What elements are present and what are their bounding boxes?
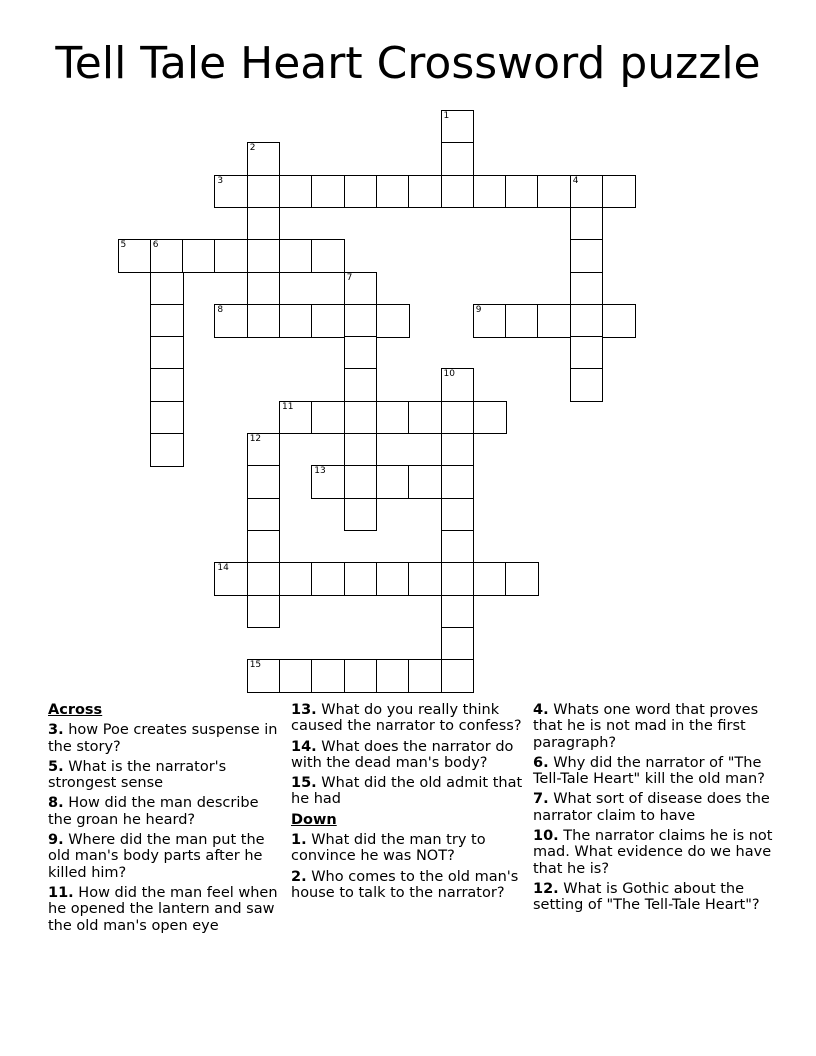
grid-cell[interactable] (150, 401, 184, 435)
grid-cell[interactable] (570, 175, 604, 209)
grid-cell[interactable] (344, 175, 378, 209)
grid-cell[interactable] (247, 498, 281, 532)
clue-across-3: 3. how Poe creates suspense in the story? (48, 722, 278, 755)
clue-down-2: 2. Who comes to the old man's house to talk to the narrator? (291, 868, 519, 901)
grid-cell[interactable] (441, 175, 475, 209)
clue-down-10: 10. The narrator claims he is not mad. What evidence do we have that he is? (533, 828, 773, 877)
clue-number-label: 12 (249, 434, 262, 444)
grid-cell[interactable] (376, 659, 410, 693)
clue-column-2 (291, 702, 523, 905)
grid-cell[interactable] (214, 239, 248, 273)
grid-cell[interactable] (441, 465, 475, 499)
grid-cell[interactable] (279, 562, 313, 596)
grid-cell[interactable] (150, 272, 184, 306)
grid-cell[interactable] (473, 304, 507, 338)
grid-cell[interactable] (247, 595, 281, 629)
clue-number-label: 11 (282, 401, 294, 412)
grid-cell[interactable] (279, 401, 313, 435)
clue-across-11: 11. How did the man feel when he opened the lantern and saw the old man's open eye (48, 884, 278, 934)
grid-cell[interactable] (570, 368, 604, 402)
clue-number-label: 2 (249, 143, 256, 154)
grid-cell[interactable] (311, 304, 345, 338)
clue-across-14: 14. What does the narrator do with the dead man's body? (291, 738, 514, 771)
grid-cell[interactable] (473, 562, 507, 596)
grid-cell[interactable] (214, 562, 248, 596)
grid-cell[interactable] (344, 401, 378, 435)
grid-cell[interactable] (441, 498, 475, 532)
grid-cell[interactable] (602, 175, 636, 209)
grid-cell[interactable] (570, 304, 604, 338)
grid-cell[interactable] (311, 562, 345, 596)
clue-down-6: 6. Why did the narrator of "The Tell-Tale Heart" kill the old man? (533, 754, 765, 788)
clue-number-label: 15 (249, 660, 262, 671)
grid-cell[interactable] (441, 595, 475, 629)
grid-cell[interactable] (441, 433, 475, 467)
clue-down-7: 7. What sort of disease does the narrator claim to have (533, 791, 770, 824)
clue-across-9: 9. Where did the man put the old man's body parts after he killed him? (48, 832, 265, 881)
grid-cell[interactable] (247, 142, 281, 176)
grid-cell[interactable] (311, 401, 345, 435)
grid-cell[interactable] (505, 175, 539, 209)
down-heading: Down (291, 811, 337, 828)
grid-cell[interactable] (344, 562, 378, 596)
grid-cell[interactable] (408, 401, 442, 435)
clue-number-label: 7 (346, 272, 353, 283)
clue-number-label: 3 (217, 175, 224, 186)
grid-cell[interactable] (247, 304, 281, 338)
grid-cell[interactable] (441, 401, 475, 435)
grid-cell[interactable] (441, 110, 475, 144)
grid-cell[interactable] (247, 272, 281, 306)
grid-cell[interactable] (311, 175, 345, 209)
grid-cell[interactable] (376, 465, 410, 499)
grid-cell[interactable] (505, 304, 539, 338)
grid-cell[interactable] (247, 207, 281, 241)
clue-down-1: 1. What did the man try to convince he was NOT? (291, 832, 486, 865)
clue-number-label: 9 (475, 304, 482, 315)
clue-number-label: 4 (572, 175, 579, 186)
grid-cell[interactable] (279, 659, 313, 693)
grid-cell[interactable] (150, 368, 184, 402)
grid-cell[interactable] (182, 239, 216, 273)
grid-cell[interactable] (214, 304, 248, 338)
clue-number-label: 10 (443, 369, 455, 380)
grid-cell[interactable] (570, 239, 604, 273)
grid-cell[interactable] (344, 368, 378, 402)
grid-cell[interactable] (247, 465, 281, 499)
clue-number-label: 13 (314, 466, 326, 477)
clue-number-label: 8 (217, 304, 224, 315)
grid-cell[interactable] (505, 562, 539, 596)
grid-cell[interactable] (344, 272, 378, 306)
grid-cell[interactable] (311, 239, 345, 273)
grid-cell[interactable] (344, 433, 378, 467)
grid-cell[interactable] (408, 175, 442, 209)
grid-cell[interactable] (118, 239, 152, 273)
grid-cell[interactable] (473, 175, 507, 209)
grid-cell[interactable] (602, 304, 636, 338)
clue-across-5: 5. What is the narrator's strongest sense (48, 758, 227, 792)
clue-number-label: 14 (217, 563, 229, 574)
grid-cell[interactable] (376, 304, 410, 338)
grid-cell[interactable] (441, 627, 475, 661)
grid-cell[interactable] (570, 272, 604, 306)
grid-cell[interactable] (150, 433, 184, 467)
grid-cell[interactable] (344, 465, 378, 499)
clue-down-12: 12. What is Gothic about the setting of "The Tell-Tale Heart"? (533, 880, 760, 914)
grid-cell[interactable] (344, 659, 378, 693)
clue-number-label: 6 (152, 240, 159, 251)
clue-column-3 (533, 702, 773, 918)
grid-cell[interactable] (376, 562, 410, 596)
grid-cell[interactable] (344, 498, 378, 532)
grid-cell[interactable] (408, 465, 442, 499)
grid-cell[interactable] (441, 142, 475, 176)
grid-cell[interactable] (279, 239, 313, 273)
grid-cell[interactable] (247, 175, 281, 209)
across-heading: Across (48, 702, 103, 718)
grid-cell[interactable] (376, 401, 410, 435)
grid-cell[interactable] (279, 175, 313, 209)
grid-cell[interactable] (311, 659, 345, 693)
grid-cell[interactable] (570, 207, 604, 241)
grid-cell[interactable] (279, 304, 313, 338)
grid-cell[interactable] (247, 433, 281, 467)
grid-cell[interactable] (537, 304, 571, 338)
grid-cell[interactable] (376, 175, 410, 209)
grid-cell[interactable] (408, 659, 442, 693)
grid-cell[interactable] (247, 239, 281, 273)
clue-across-13: 13. What do you really think caused the narrator to confess? (291, 702, 522, 735)
grid-cell[interactable] (408, 562, 442, 596)
grid-cell[interactable] (441, 562, 475, 596)
clue-number-label: 5 (120, 240, 127, 251)
grid-cell[interactable] (247, 659, 281, 693)
grid-cell[interactable] (441, 530, 475, 564)
grid-cell[interactable] (441, 368, 475, 402)
grid-cell[interactable] (311, 465, 345, 499)
grid-cell[interactable] (150, 336, 184, 370)
grid-cell[interactable] (150, 304, 184, 338)
grid-cell[interactable] (344, 304, 378, 338)
grid-cell[interactable] (247, 530, 281, 564)
clue-column-1 (48, 702, 280, 938)
grid-cell[interactable] (473, 401, 507, 435)
grid-cell[interactable] (537, 175, 571, 209)
clue-across-8: 8. How did the man describe the groan he heard? (48, 795, 259, 828)
clue-down-4: 4. Whats one word that proves that he is not mad in the first paragraph? (533, 702, 759, 751)
grid-cell[interactable] (344, 336, 378, 370)
clue-across-15: 15. What did the old admit that he had (291, 775, 523, 808)
grid-cell[interactable] (214, 175, 248, 209)
grid-cell[interactable] (441, 659, 475, 693)
grid-cell[interactable] (150, 239, 184, 273)
grid-cell[interactable] (570, 336, 604, 370)
grid-cell[interactable] (247, 562, 281, 596)
clue-number-label: 1 (443, 111, 450, 121)
puzzle-title: Tell Tale Heart Crossword puzzle (55, 38, 761, 89)
